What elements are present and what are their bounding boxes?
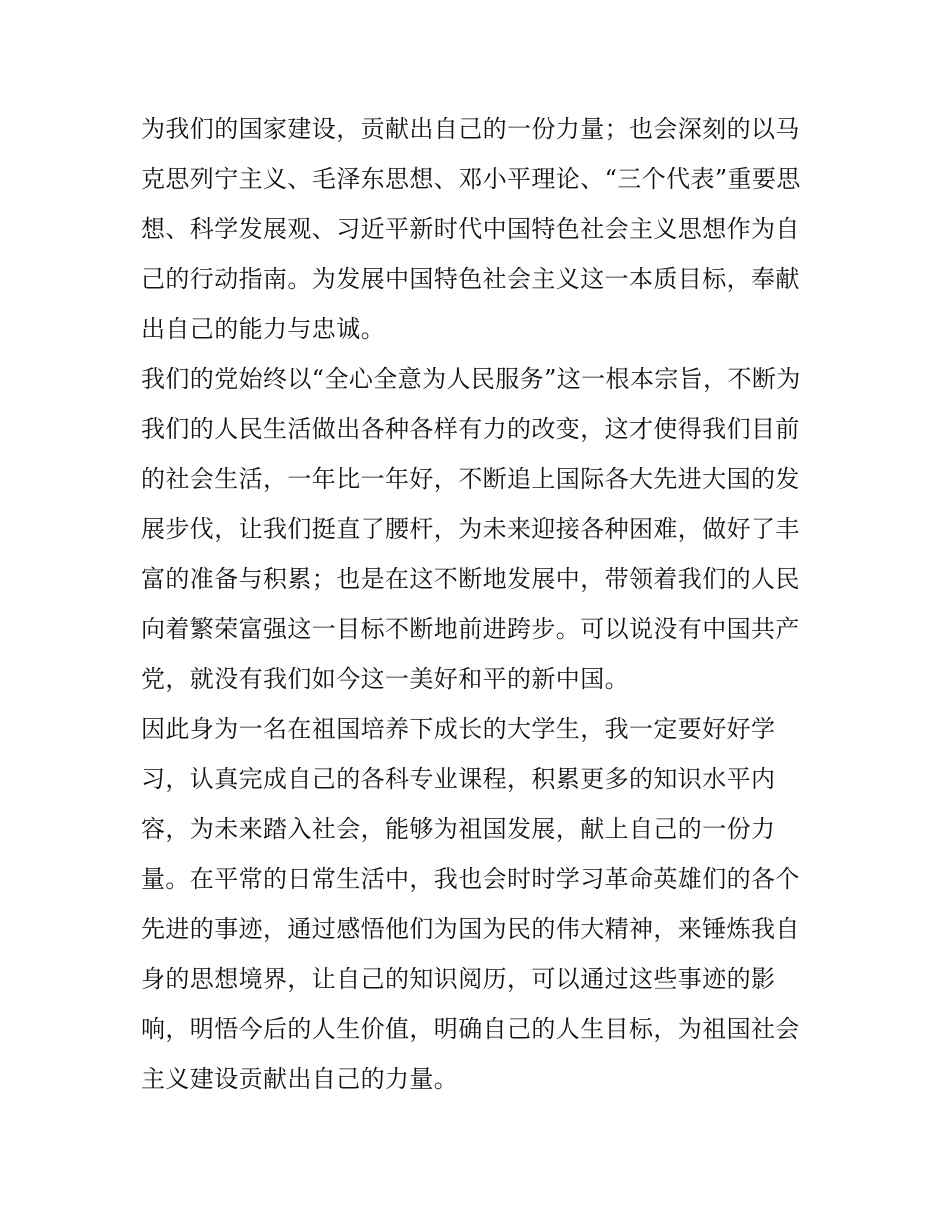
document-body: [141, 104, 821, 1104]
text-line: 我们的人民生活做出各种各样有力的改变，这才使得我们目前: [141, 415, 800, 443]
text-line: 身的思想境界，让自己的知识阅历，可以通过这些事迹的影: [141, 965, 776, 993]
text-line: 想、科学发展观、习近平新时代中国特色社会主义思想作为自: [141, 215, 800, 243]
paragraph-1: [141, 104, 821, 354]
text-line: 先进的事迹，通过感悟他们为国为民的伟大精神，来锤炼我自: [141, 915, 800, 943]
text-line: 克思列宁主义、毛泽东思想、邓小平理论、“三个代表”重要思: [141, 165, 801, 193]
text-line: 为我们的国家建设，贡献出自己的一份力量；也会深刻的以马: [141, 115, 800, 143]
text-line: 我们的党始终以“全心全意为人民服务”这一根本宗旨，不断为: [141, 365, 801, 393]
text-line: 主义建设贡献出自己的力量。: [141, 1065, 459, 1093]
text-line: 出自己的能力与忠诚。: [141, 315, 385, 343]
paragraph-2: [141, 354, 821, 704]
text-line: 容，为未来踏入社会，能够为祖国发展，献上自己的一份力: [141, 815, 776, 843]
text-line: 的社会生活，一年比一年好，不断追上国际各大先进大国的发: [141, 465, 800, 493]
text-line: 己的行动指南。为发展中国特色社会主义这一本质目标，奉献: [141, 265, 800, 293]
text-line: 响，明悟今后的人生价值，明确自己的人生目标，为祖国社会: [141, 1015, 800, 1043]
text-line: 展步伐，让我们挺直了腰杆，为未来迎接各种困难，做好了丰: [141, 515, 800, 543]
text-line: 党，就没有我们如今这一美好和平的新中国。: [141, 665, 629, 693]
text-line: 因此身为一名在祖国培养下成长的大学生，我一定要好好学: [141, 715, 776, 743]
text-line: 富的准备与积累；也是在这不断地发展中，带领着我们的人民: [141, 565, 800, 593]
text-line: 习，认真完成自己的各科专业课程，积累更多的知识水平内: [141, 765, 776, 793]
text-line: 向着繁荣富强这一目标不断地前进跨步。可以说没有中国共产: [141, 615, 800, 643]
text-line: 量。在平常的日常生活中，我也会时时学习革命英雄们的各个: [141, 865, 800, 893]
paragraph-3: [141, 704, 821, 1104]
